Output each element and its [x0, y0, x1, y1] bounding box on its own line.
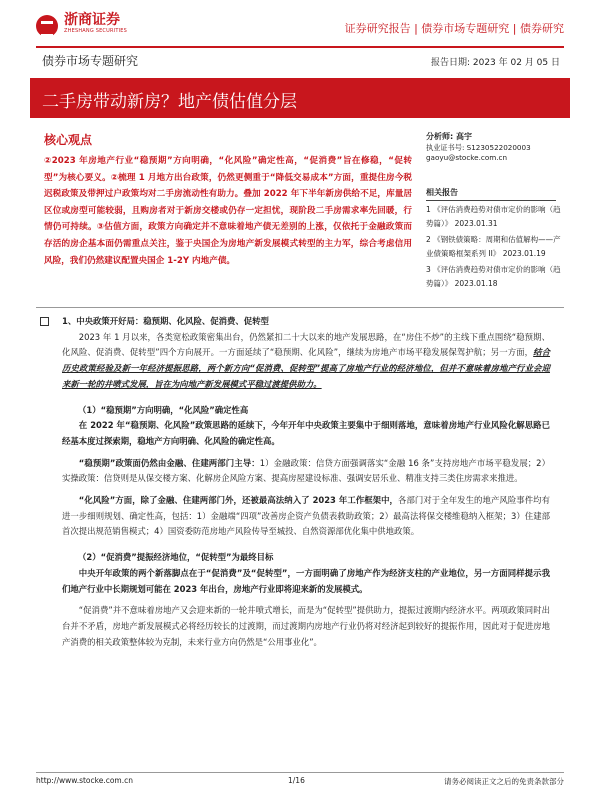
core-view-heading: 核心观点 — [44, 133, 93, 147]
paragraph — [62, 330, 550, 393]
paragraph-lead: “稳预期”政策面仍然由金融、住建两部门主导： — [78, 457, 260, 468]
breadcrumb: 证券研究报告 | 债券市场专题研究 | 债券研究 — [344, 22, 564, 35]
logo-name: 浙商证券 — [64, 12, 120, 28]
paragraph-emphasis: 结合历史政策经验及新一年经济提振思路，两个新方向“促消费、促转型”提高了房地产行业的经济地位，但并不意味着房地产行业会迎来新一轮的井喷式发展，旨在为向地产新发展模式平稳过渡提供助力。 — [62, 347, 551, 389]
brand-logo — [36, 12, 127, 40]
report-date — [431, 55, 560, 68]
footer-divider — [36, 772, 564, 773]
related-reports-heading: 相关报告 — [426, 187, 556, 201]
page-title: 二手房带动新房？地产债估值分层 — [42, 92, 297, 112]
title-banner — [30, 78, 570, 118]
analyst-cert: 执业证书号: S1230522020003 — [426, 143, 531, 152]
related-report-item[interactable]: 1 《评估消费趋势对债市定价的影响（趋势篇）》 2023.01.31 — [426, 205, 561, 228]
paragraph: 中央开年政策的两个新落脚点在于“促消费”及“促转型”，一方面明确了房地产作为经济支柱的产业地位，另一方面同样提示我们地产行业中长期规划可能在 2023 年出台，房地产行业即将迎来新的发展模式。 — [62, 567, 550, 594]
core-view-text: ②2023 年房地产行业“稳预期”方向明确，“化风险”确定性高，“促消费”旨在修稳，“促转型”为核心要义。②梳理 1 月地方出台政策，仍然更侧重于“降低交易成本”方面，重提住房今税迟税政策及带押过户政策均对二手房流动性有助力。叠加 2022 年下半年新房供给不足，库量居区位或房型可能较弱，且购房者对于新房交楼或仍存一定担忧，现阶段二手房需求率先回暖，行情仍可持续。③估值方面，政策方向确定并不意味着地产债无差别的上涨，仅依托于金融政策而存活的房企基本面仍需重点关注，鉴于央国企为房地产新发展模式转型的主力军，综合考虑信用风险，我们仍然建议配置央国企 1-2Y 内地产债。 — [44, 156, 412, 266]
section-heading — [62, 314, 550, 330]
subsection-heading: （2）“促消费”提振经济地位，“促转型”为最终目标 — [78, 552, 274, 563]
sidebar — [426, 131, 566, 291]
paragraph: 在 2022 年“稳预期、化风险”政策思路的延续下，今年开年中央政策主要集中于细则落地，意味着房地产行业风险化解思路已经基本度过探索期，稳地产方向明确、化风险的确定性高。 — [62, 420, 550, 446]
paragraph-text: 1）金融政策：信贷方面强调落实“金融 16 条”支持房地产市场平稳发展；2）实操政策：信贷则是从保交楼方案、化解房企风险方案、提高房屋建设标准、强调安居乐业、精准支持三类住房需求来推进。 — [62, 457, 550, 484]
report-category: 债券市场专题研究 — [42, 54, 139, 68]
footer-disclaimer: 请务必阅读正文之后的免责条款部分 — [444, 777, 564, 786]
paragraph-lead: “化风险”方面，除了金融、住建两部门外，还被最高法纳入了 2023 年工作框架中， — [78, 495, 399, 506]
logo-subname: ZHESHANG SECURITIES — [64, 28, 127, 34]
paragraph: “促消费”并不意味着房地产又会迎来新的一轮井喷式增长，而是为“促转型”提供助力，提振过渡期内经济水平。两项政策同时出台并不矛盾，房地产新发展模式必将经历较长的过渡期，而过渡期内房地产行业仍将对经济起到较好的提振作用，因此对于促进房地产消费的相关政策整体较为克制，未来行业方向仍然是“公用事业化”。 — [62, 605, 550, 647]
header-divider — [36, 46, 564, 48]
main-body — [62, 314, 550, 650]
checkbox-bullet-icon — [40, 317, 49, 326]
logo-icon — [36, 15, 58, 37]
subsection-heading: （1）“稳预期”方向明确，“化风险”确定性高 — [78, 404, 249, 415]
paragraph — [62, 493, 550, 540]
footer-link[interactable]: http://www.stocke.com.cn — [36, 776, 133, 785]
analyst-email[interactable]: gaoyu@stocke.com.cn — [426, 153, 508, 162]
report-date-label: 报告日期: — [430, 58, 470, 68]
analyst-name: 分析师: 高宇 — [426, 132, 472, 141]
section-divider — [36, 307, 564, 308]
related-report-item[interactable]: 3 《评估消费趋势对债市定价的影响（趋势篇）》 2023.01.18 — [426, 265, 561, 288]
report-date-value: 2023 年 02 月 05 日 — [472, 58, 560, 68]
paragraph-text: 2023 年 1 月以来，各类宽松政策密集出台，仍然紧扣二十大以来的地产发展思路，在“房住不炒”的主线下重点围绕“稳预期、化风险、促消费、促转型”四个方向展开。一方面延续了“稳预期、化风险”，继续为房地产市场平稳发展保驾护航；另一方面， — [62, 331, 550, 358]
related-report-item[interactable]: 2 《钢铁债策略：周期和估值解构——产业债策略框架系列 II》 2023.01.19 — [426, 235, 561, 258]
paragraph-text: 各部门对于全年发生的地产风险事件均有进一步细则规划、确定性高，包括：1）金融端“四项”改善房企资产负债表救助政策；2）最高法将保交楼维稳纳入框架；3）住建部首次提出规范销售模式；4）国资委防范房地产风险传导至城投、自然资源部优化集中供地政策。 — [62, 495, 550, 537]
paragraph — [62, 456, 550, 487]
page-number: 1/16 — [288, 776, 305, 785]
section-heading-text: 1、中央政策开好局：稳预期、化风险、促消费、促转型 — [62, 316, 269, 326]
